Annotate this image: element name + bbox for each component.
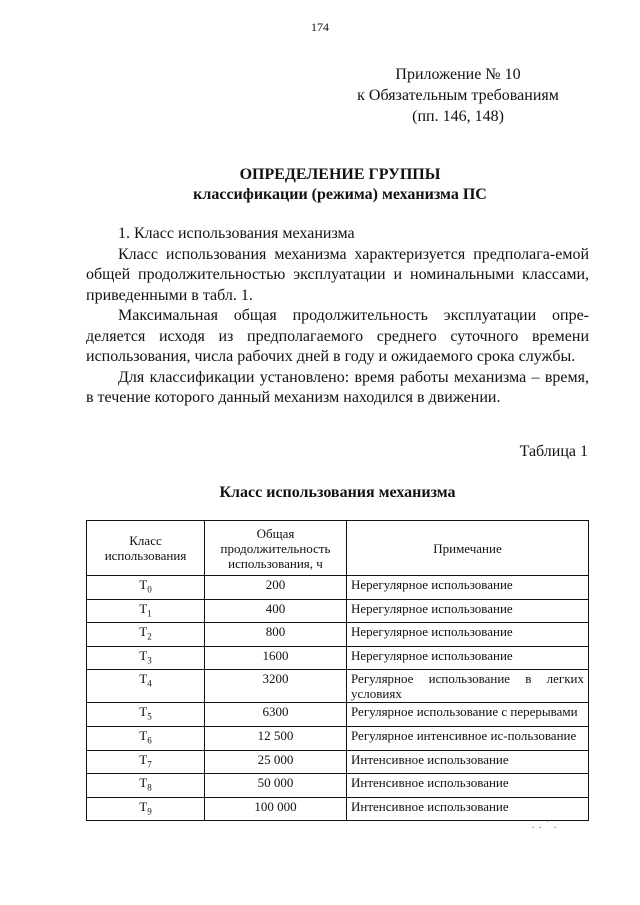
title-line: ОПРЕДЕЛЕНИЕ ГРУППЫ xyxy=(239,166,441,183)
note-cell: Интенсивное использование xyxy=(347,750,589,774)
table-row xyxy=(87,576,589,600)
class-index: 2 xyxy=(147,631,152,642)
document-title xyxy=(140,165,540,205)
class-cell xyxy=(87,670,205,703)
class-cell xyxy=(87,774,205,798)
note-cell: Нерегулярное использование xyxy=(347,599,589,623)
table-title: Класс использования механизма xyxy=(219,484,456,501)
title-line: классификации (режима) механизма ПС xyxy=(193,186,487,203)
note-cell: Нерегулярное использование xyxy=(347,623,589,647)
table-label: Таблица 1 xyxy=(519,443,588,460)
note-cell: Интенсивное использование xyxy=(347,774,589,798)
class-index: 4 xyxy=(147,678,152,689)
duration-cell: 3200 xyxy=(205,670,347,703)
class-index: 1 xyxy=(147,608,152,619)
note-cell: Регулярное использование с перерывами xyxy=(347,703,589,727)
usage-class-table xyxy=(86,520,589,821)
paragraph: Класс использования механизма характеризуется предполага-емой общей продолжительностью эксплуатации и номинальными классами, приведенными в табл. 1. xyxy=(86,245,589,304)
class-symbol: T xyxy=(139,751,148,767)
class-symbol: T xyxy=(139,624,148,640)
duration-cell: 200 xyxy=(205,576,347,600)
note-cell: Нерегулярное использование xyxy=(347,646,589,670)
class-cell xyxy=(87,623,205,647)
paragraph: 1. Класс использования механизма xyxy=(118,225,355,242)
duration-cell: 400 xyxy=(205,599,347,623)
class-cell xyxy=(87,797,205,821)
duration-cell: 1600 xyxy=(205,646,347,670)
duration-cell: 12 500 xyxy=(205,726,347,750)
table-row xyxy=(87,797,589,821)
note-cell: Регулярное использование в легких условиях xyxy=(347,670,589,703)
class-symbol: T xyxy=(139,727,148,743)
paragraph: Максимальная общая продолжительность эксплуатации опре-деляется исходя из предполагаемого среднего суточного времени использования, числа рабочих дней в году и ожидаемого срока службы. xyxy=(86,307,589,365)
appendix-reference xyxy=(328,64,588,127)
duration-cell: 800 xyxy=(205,623,347,647)
class-index: 6 xyxy=(147,735,152,746)
class-symbol: T xyxy=(139,671,148,687)
table-body xyxy=(87,576,589,821)
class-index: 8 xyxy=(147,782,152,793)
class-symbol: T xyxy=(139,600,148,616)
class-cell xyxy=(87,646,205,670)
note-cell: Интенсивное использование xyxy=(347,797,589,821)
class-symbol: T xyxy=(139,775,148,791)
class-index: 5 xyxy=(147,711,152,722)
appendix-line: Приложение № 10 xyxy=(395,66,521,83)
table-row xyxy=(87,599,589,623)
class-symbol: T xyxy=(139,577,148,592)
class-index: 3 xyxy=(147,655,152,666)
table-row xyxy=(87,703,589,727)
note-cell: Нерегулярное использование xyxy=(347,576,589,600)
table-row xyxy=(87,726,589,750)
table-row xyxy=(87,750,589,774)
class-index: 9 xyxy=(147,806,152,817)
class-cell xyxy=(87,750,205,774)
body-text xyxy=(86,224,589,409)
note-cell: Регулярное интенсивное ис-пользование xyxy=(347,726,589,750)
duration-cell: 25 000 xyxy=(205,750,347,774)
class-index: 7 xyxy=(147,759,152,770)
table-row xyxy=(87,646,589,670)
column-header: Класс использования xyxy=(87,521,205,576)
class-symbol: T xyxy=(139,647,148,663)
table-row xyxy=(87,774,589,798)
scan-mark: . . ´ . xyxy=(532,820,558,831)
class-symbol: T xyxy=(139,704,148,720)
class-index: 0 xyxy=(147,584,152,595)
class-cell xyxy=(87,726,205,750)
paragraph: Для классификации установлено: время работы механизма – время, в течение которого данный механизм находился в движении. xyxy=(86,368,589,406)
table-row xyxy=(87,670,589,703)
duration-cell: 100 000 xyxy=(205,797,347,821)
appendix-line: (пп. 146, 148) xyxy=(412,108,504,125)
duration-cell: 50 000 xyxy=(205,774,347,798)
class-symbol: T xyxy=(139,798,148,814)
table-row xyxy=(87,623,589,647)
column-header: Общая продолжительность использования, ч xyxy=(205,521,347,576)
duration-cell: 6300 xyxy=(205,703,347,727)
table-header-row xyxy=(87,521,589,576)
class-cell xyxy=(87,703,205,727)
appendix-line: к Обязательным требованиям xyxy=(357,87,559,104)
class-cell xyxy=(87,576,205,600)
page-number: 174 xyxy=(311,20,329,34)
column-header: Примечание xyxy=(347,521,589,576)
class-cell xyxy=(87,599,205,623)
